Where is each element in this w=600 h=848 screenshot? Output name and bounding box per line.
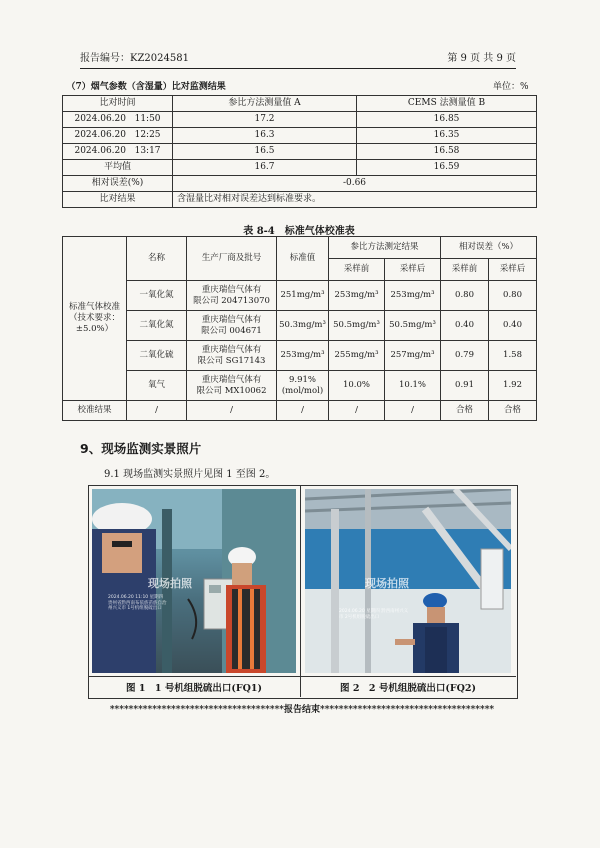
gas-std: 251mg/m³ [277,281,329,311]
gas-maker-2: 限公司 MX10062 [196,385,267,396]
report-end-line: *************************************报告结束************************************* [109,705,495,715]
calib-result: / [277,401,329,421]
gas-err-after: 0.40 [489,311,537,341]
photo-1-stamp: 2024.06.20 11:10 星期四 贵州省黔西南布依族苗族自治州兴义市 1号机组脱硫出口 [108,595,167,611]
calib-result: / [329,401,385,421]
gas-err-before: 0.79 [441,341,489,371]
gas-name: 二氧化氮 [127,311,187,341]
row-a: 16.5 [173,144,357,160]
h-ref-before: 采样前 [329,259,385,281]
gas-std: 253mg/m³ [277,341,329,371]
site-photo-2 [305,489,511,673]
col-b-header: CEMS 法测量值 B [357,96,537,112]
photo-1-illustration [92,489,296,673]
col-time-header: 比对时间 [63,96,173,112]
gas-err-after: 1.58 [489,341,537,371]
gas-after: 10.1% [385,371,441,401]
page-info: 第 9 页 共 9 页 [447,53,516,64]
gas-err-after: 0.80 [489,281,537,311]
watermark-text: 现场拍照 [148,577,192,590]
col-a-header: 参比方法测量值 A [173,96,357,112]
row-date: 2024.06.20 [74,114,126,124]
gas-err-after: 1.92 [489,371,537,401]
gas-maker-2: 限公司 004671 [201,325,262,336]
gas-maker-1: 重庆瑞信气体有 [201,374,262,385]
gas-std: 50.3mg/m³ [277,311,329,341]
gas-err-before: 0.80 [441,281,489,311]
header-rule [80,68,516,69]
gas-maker-2: 限公司 204713070 [193,295,270,306]
h-std: 标准值 [277,237,329,281]
flue-unit: 单位：% [357,80,537,96]
h-name: 名称 [127,237,187,281]
row-time: 11:50 [134,114,161,124]
row-date: 2024.06.20 [74,146,126,156]
calib-result: / [187,401,277,421]
calib-result: 合格 [489,401,537,421]
gas-name: 氧气 [127,371,187,401]
gas-maker-1: 重庆瑞信气体有 [201,284,262,295]
calib-result: / [385,401,441,421]
gas-before: 255mg/m³ [329,341,385,371]
calib-result-label: 校准结果 [63,401,127,421]
gas-maker-2: 限公司 SG17143 [197,355,266,366]
report-number: 报告编号：KZ2024581 [80,53,189,64]
row-time: 12:25 [134,130,161,140]
watermark-text: 现场拍照 [365,577,409,590]
h-err-after: 采样后 [489,259,537,281]
standard-gas-table [62,236,537,421]
gas-err-before: 0.91 [441,371,489,401]
table-row [63,311,537,341]
photo-2-stamp: 2024.06.20 星期四 黔西南州兴义市 2号机组脱硫出口 [339,609,409,620]
h-ref: 参比方法测定结果 [329,237,441,259]
h-err-before: 采样前 [441,259,489,281]
section-9-title: 9、现场监测实景照片 [80,441,202,456]
flue-moisture-table [62,80,537,208]
result-value: 含湿量比对相对误差达到标准要求。 [173,192,537,208]
h-ref-after: 采样后 [385,259,441,281]
site-photo-1 [92,489,296,673]
section-9-1-text: 9.1 现场监测实景照片见图 1 至图 2。 [104,469,276,480]
gas-before: 10.0% [329,371,385,401]
calib-result: 合格 [441,401,489,421]
gas-maker-1: 重庆瑞信气体有 [201,314,262,325]
flue-section-title: （7）烟气参数（含湿量）比对监测结果 [63,80,357,96]
calib-result: / [127,401,187,421]
gas-std: 9.91% (mol/mol) [277,371,329,401]
row-b: 16.85 [357,112,537,128]
row-b: 16.58 [357,144,537,160]
gas-after: 50.5mg/m³ [385,311,441,341]
result-label: 比对结果 [63,192,173,208]
table-row [63,341,537,371]
row-a: 17.2 [173,112,357,128]
avg-label: 平均值 [63,160,173,176]
row-b: 16.35 [357,128,537,144]
avg-a: 16.7 [173,160,357,176]
row-date: 2024.06.20 [74,130,126,140]
photo-divider [300,485,301,697]
h-maker: 生产厂商及批号 [187,237,277,281]
gas-maker-1: 重庆瑞信气体有 [201,344,262,355]
page-header [80,52,516,66]
table-row [63,144,537,160]
gas-before: 50.5mg/m³ [329,311,385,341]
avg-b: 16.59 [357,160,537,176]
gas-table-caption: 表 8-4 标准气体校准表 [243,226,355,237]
gas-row-header: 标准气体校准（技术要求：±5.0%） [63,237,127,401]
gas-after: 253mg/m³ [385,281,441,311]
figure-2-caption: 图 2 2 号机组脱硫出口(FQ2) [340,683,476,694]
row-time: 13:17 [134,146,161,156]
table-row [63,281,537,311]
h-err: 相对误差（%） [441,237,537,259]
gas-err-before: 0.40 [441,311,489,341]
gas-name: 一氧化氮 [127,281,187,311]
gas-before: 253mg/m³ [329,281,385,311]
rel-err-label: 相对误差(%) [63,176,173,192]
gas-name: 二氧化硫 [127,341,187,371]
caption-divider [88,676,516,677]
row-a: 16.3 [173,128,357,144]
table-row [63,371,537,401]
table-row [63,112,537,128]
rel-err-value: -0.66 [173,176,537,192]
figure-1-caption: 图 1 1 号机组脱硫出口(FQ1) [126,683,262,694]
gas-after: 257mg/m³ [385,341,441,371]
table-row [63,128,537,144]
